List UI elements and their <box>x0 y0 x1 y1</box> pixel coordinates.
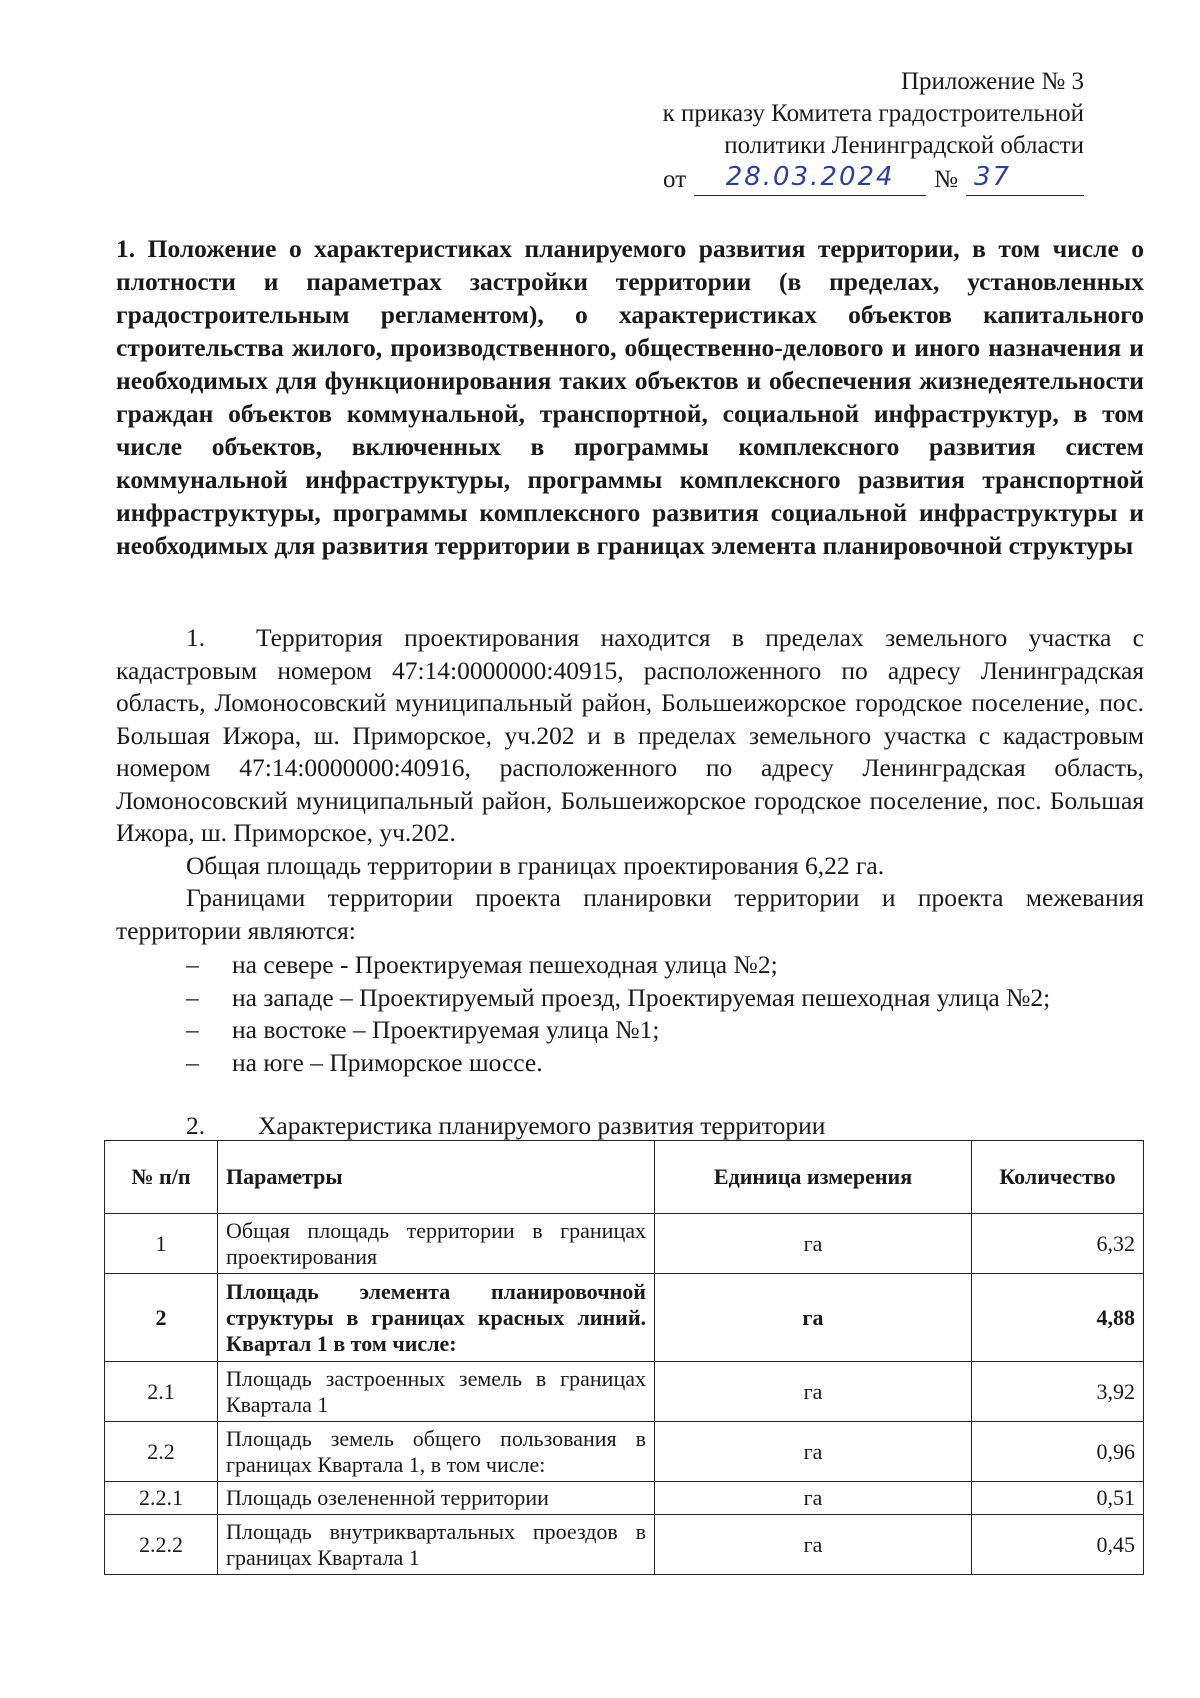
appendix-number: Приложение № 3 <box>900 68 1084 95</box>
paragraph-number: 1. <box>186 623 206 652</box>
appendix-header <box>524 66 1084 196</box>
dash-bullet: – <box>186 982 199 1012</box>
order-reference: к приказу Комитета градостроительной <box>662 100 1084 127</box>
list-item: – на севере - Проектируемая пешеходная улица №2; <box>116 949 1144 982</box>
list-item: – на востоке – Проектируемая улица №1; <box>116 1014 1144 1047</box>
list-item: – на западе – Проектируемый проезд, Проектируемая пешеходная улица №2; <box>116 982 1144 1015</box>
header-quantity: Количество <box>972 1141 1144 1214</box>
dash-bullet: – <box>186 1015 199 1044</box>
header-parameters: Параметры <box>218 1141 655 1214</box>
order-number-blank <box>966 162 1084 196</box>
header-unit: Единица измерения <box>655 1141 972 1214</box>
from-label: от <box>663 166 687 193</box>
section-2-title: Характеристика планируемого развития территории <box>258 1111 826 1140</box>
order-number: 37 <box>974 162 1012 192</box>
boundaries-paragraph: Границами территории проекта планировки территории и проекта межевания территории являются: <box>116 883 1144 945</box>
header-number: № п/п <box>105 1141 218 1214</box>
table-row: 1 Общая площадь территории в границах проектирования га 6,32 <box>105 1214 1144 1274</box>
table-row: 2.2 Площадь земель общего пользования в границах Квартала 1, в том числе: га 0,96 <box>105 1422 1144 1482</box>
order-date: 28.03.2024 <box>725 162 895 192</box>
committee-name: политики Ленинградской области <box>724 132 1084 159</box>
table-row: 2 Площадь элемента планировочной структуры в границах красных линий. Квартал 1 в том числе: га 4,88 <box>105 1274 1144 1362</box>
section-2-heading <box>186 1110 825 1142</box>
list-item: – на юге – Приморское шоссе. <box>116 1047 1144 1080</box>
table-row: 2.2.1 Площадь озелененной территории га 0,51 <box>105 1482 1144 1515</box>
section-2-number: 2. <box>186 1111 206 1140</box>
characteristics-table <box>104 1140 1144 1575</box>
order-date-blank <box>694 162 926 196</box>
order-date-line <box>524 164 1084 196</box>
number-label: № <box>934 166 958 193</box>
total-area-paragraph: Общая площадь территории в границах проектирования 6,22 га. <box>186 850 885 880</box>
boundaries-list <box>116 949 1144 1079</box>
section-1-body <box>116 622 1144 1079</box>
dash-bullet: – <box>186 1047 199 1077</box>
table-header-row <box>105 1141 1144 1214</box>
section-1-title: 1. Положение о характеристиках планируемого развития территории, в том числе о плотности и параметрах застройки территории (в пределах, установленных градостроительным регламентом), о характеристиках объектов капитального строительства жилого, производственного, общественно-делового и иного назначения и необходимых для функционирования таких объектов и обеспечения жизнедеятельности граждан объектов коммунальной, транспортной, социальной инфраструктур, в том числе объектов, включенных в программы комплексного развития систем коммунальной инфраструктуры, программы комплексного развития транспортной инфраструктуры, программы комплексного развития социальной инфраструктуры и необходимых для развития территории в границах элемента планировочной структуры <box>116 234 1144 560</box>
table-row: 2.1 Площадь застроенных земель в границах Квартала 1 га 3,92 <box>105 1362 1144 1422</box>
dash-bullet: – <box>186 950 199 979</box>
table-row: 2.2.2 Площадь внутриквартальных проездов в границах Квартала 1 га 0,45 <box>105 1515 1144 1575</box>
territory-text: Территория проектирования находится в пределах земельного участка с кадастровым номером 47:14:0000000:40915, расположенного по адресу Ленинградская область, Ломоносовский муниципальный район, Большеижорское городское поселение, пос. Большая Ижора, ш. Приморское, уч.202 и в пределах земельного участка с кадастровым номером 47:14:0000000:40916, расположенного по адресу Ленинградская область, Ломоносовский муниципальный район, Большеижорское городское поселение, пос. Большая Ижора, ш. Приморское, уч.202. <box>116 623 1144 847</box>
territory-paragraph <box>116 622 1144 850</box>
